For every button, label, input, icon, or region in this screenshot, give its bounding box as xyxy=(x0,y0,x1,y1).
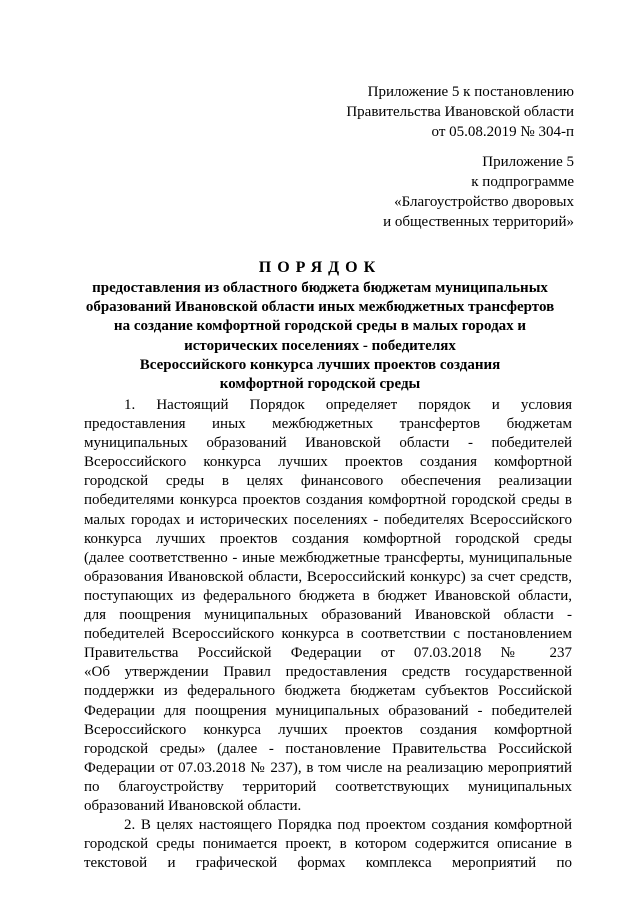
document-subtitle xyxy=(80,279,560,394)
body-line: по благоустройству территорий соответствующих муниципальных xyxy=(84,778,572,795)
subtitle-line: комфортной городской среды xyxy=(219,376,421,393)
appendix-line: и общественных территорий» xyxy=(383,214,574,230)
body-line: 2. В целях настоящего Порядка под проектом создания комфортной xyxy=(124,817,572,834)
body-line: образований Ивановской области. xyxy=(84,797,302,814)
subtitle-line: образований Ивановской области иных межбюджетных трансфертов xyxy=(85,299,555,316)
body-line: для поощрения муниципальных образований Ивановской области - xyxy=(84,607,572,624)
body-line: (далее соответственно - иные межбюджетные трансферты, муниципальные xyxy=(84,549,572,566)
approval-header xyxy=(346,82,574,142)
body-line: городской среды» (далее - постановление Правительства Российской xyxy=(84,740,572,757)
subtitle-line: предоставления из областного бюджета бюджетам муниципальных xyxy=(92,280,548,296)
body-line: Правительства Российской Федерации от 07.03.2018 № 237 xyxy=(84,645,572,662)
subtitle-line: исторических поселениях - победителях xyxy=(184,337,456,354)
body-line: победителей Всероссийского конкурса в соответствии с постановлением xyxy=(84,626,572,643)
body-line: Всероссийского конкурса лучших проектов создания комфортной xyxy=(84,721,572,738)
body-line: муниципальных образований Ивановской области - победителей xyxy=(84,435,572,452)
body-line: «Об утверждении Правил предоставления средств государственной xyxy=(84,664,572,681)
document-title: ПОРЯДОК xyxy=(258,259,382,276)
body-line: городской среды в целях финансового обеспечения реализации xyxy=(84,473,572,490)
appendix-line: к подпрограмме xyxy=(471,174,574,190)
body-line: 1. Настоящий Порядок определяет порядок и условия xyxy=(124,397,572,413)
body-line: победителями конкурса проектов создания комфортной городской среды в xyxy=(84,492,572,509)
approval-line: от 05.08.2019 № 304-п xyxy=(431,124,574,140)
body-line: малых городах и исторических поселениях - победителях Всероссийского xyxy=(84,511,572,528)
document-title-block xyxy=(80,258,560,394)
body-line: Всероссийского конкурса лучших проектов создания комфортной xyxy=(84,454,572,471)
appendix-line: «Благоустройство дворовых xyxy=(394,194,574,210)
subtitle-line: Всероссийского конкурса лучших проектов создания xyxy=(139,356,501,373)
body-line: поддержки из федерального бюджета бюджетам субъектов Российской xyxy=(84,683,572,700)
subtitle-line: на создание комфортной городской среды в малых городах и xyxy=(113,318,527,335)
body-line: Федерации для поощрения муниципальных образований - победителей xyxy=(84,702,572,719)
body-line: предоставления иных межбюджетных трансфертов бюджетам xyxy=(84,416,572,433)
approval-line: Правительства Ивановской области xyxy=(346,104,574,120)
document-body xyxy=(84,396,572,873)
body-line: текстовой и графической формах комплекса мероприятий по xyxy=(84,855,572,872)
appendix-header xyxy=(383,152,574,232)
body-line: городской среды понимается проект, в котором содержится описание в xyxy=(84,836,572,853)
appendix-line: Приложение 5 xyxy=(482,154,574,170)
body-line: поступающих из федерального бюджета в бюджет Ивановской области, xyxy=(84,587,572,604)
body-line: образования Ивановской области, Всероссийский конкурс) за счет средств, xyxy=(84,568,572,585)
body-line: Федерации от 07.03.2018 № 237), в том числе на реализацию мероприятий xyxy=(84,759,572,776)
body-line: конкурса лучших проектов создания комфортной городской среды xyxy=(84,530,572,547)
approval-line: Приложение 5 к постановлению xyxy=(367,84,574,100)
